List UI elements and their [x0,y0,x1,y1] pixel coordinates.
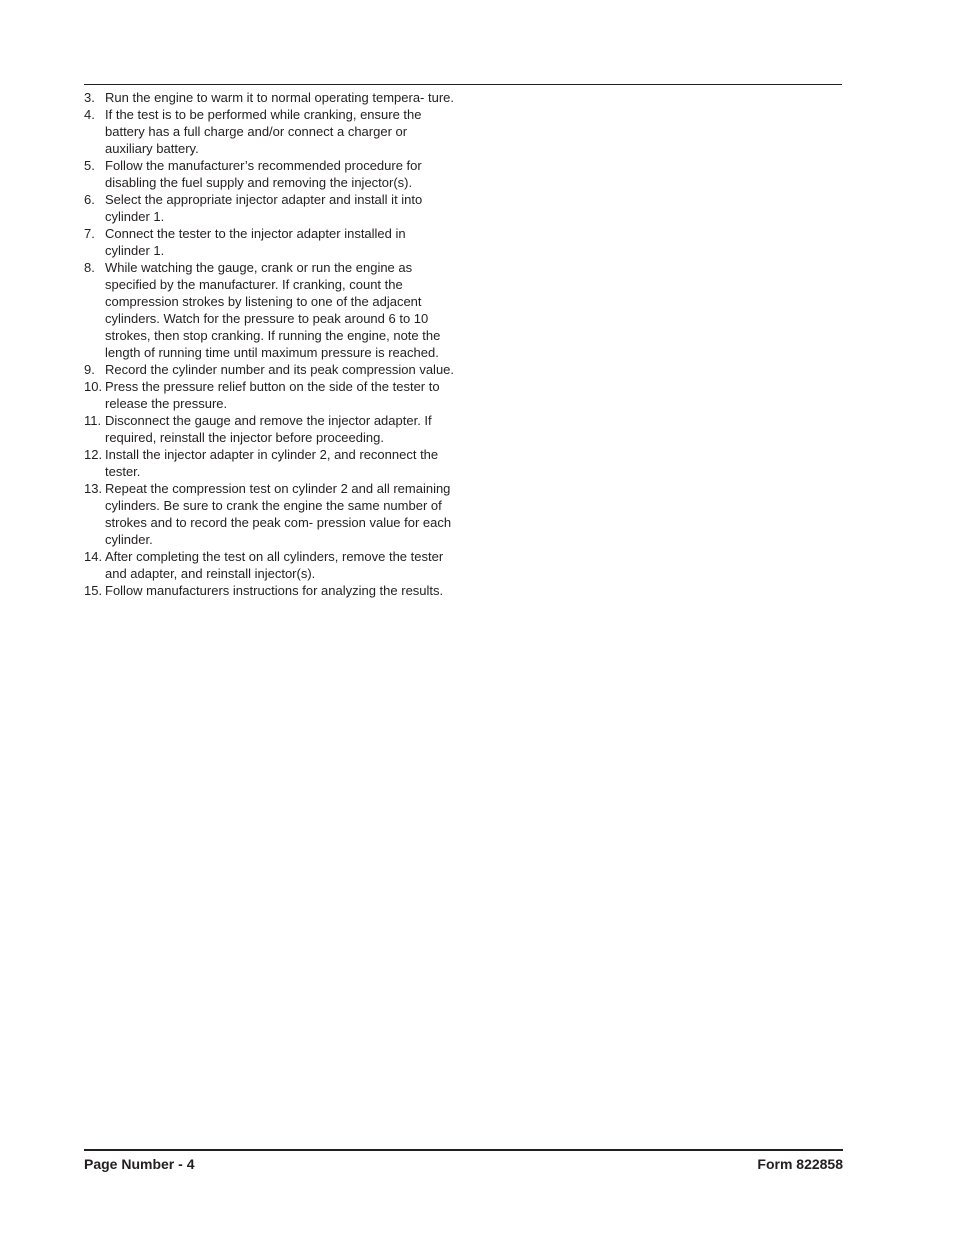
step-text: Follow the manufacturer’s recommended procedure for disabling the fuel supply and removing the injector(s). [105,158,422,190]
step-item [84,106,454,157]
step-text: Select the appropriate injector adapter and install it into cylinder 1. [105,192,423,224]
page-number: Page Number - 4 [84,1156,195,1172]
step-text: Install the injector adapter in cylinder 2, and reconnect the tester. [105,447,439,479]
step-text: Run the engine to warm it to normal operating tempera- ture. [105,90,455,105]
step-number: 6. [84,192,95,207]
step-item [84,191,454,225]
step-text: Record the cylinder number and its peak compression value. [105,362,455,377]
form-number: Form 822858 [757,1156,843,1172]
footer-divider [84,1149,843,1151]
step-number: 15. [84,583,103,598]
step-number: 8. [84,260,95,275]
step-item [84,89,454,106]
step-number: 11. [84,413,102,428]
step-item [84,225,454,259]
step-item [84,548,454,582]
step-number: 10. [84,379,103,394]
step-text: After completing the test on all cylinders, remove the tester and adapter, and reinstall injector(s). [105,549,444,581]
step-item [84,412,454,446]
step-number: 9. [84,362,95,377]
step-item [84,378,454,412]
step-text: Follow manufacturers instructions for analyzing the results. [105,583,444,598]
step-number: 13. [84,481,103,496]
step-number: 14. [84,549,103,564]
step-text: Repeat the compression test on cylinder 2 and all remaining cylinders. Be sure to crank the engine the same number of strokes and to record the peak com- pression value for each cylinder. [105,481,452,547]
step-item [84,259,454,361]
step-number: 12. [84,447,103,462]
step-number: 4. [84,107,95,122]
step-text: Press the pressure relief button on the side of the tester to release the pressure. [105,379,440,411]
step-item [84,446,454,480]
step-number: 5. [84,158,95,173]
step-number: 7. [84,226,95,241]
step-text: Disconnect the gauge and remove the injector adapter. If required, reinstall the injector before proceeding. [105,413,432,445]
step-text: If the test is to be performed while cranking, ensure the battery has a full charge and/or connect a charger or auxiliary battery. [105,107,422,156]
step-item [84,480,454,548]
step-item [84,582,454,599]
step-text: While watching the gauge, crank or run the engine as specified by the manufacturer. If cranking, count the compression strokes by listening to one of the adjacent cylinders. Watch for the pressure to peak around 6 to 10 strokes, then stop cranking. If running the engine, note the length of running time until maximum pressure is reached. [105,260,441,360]
step-number: 3. [84,90,95,105]
procedure-steps-list [84,89,454,599]
step-item [84,361,454,378]
step-text: Connect the tester to the injector adapter installed in cylinder 1. [105,226,406,258]
top-divider [84,84,842,85]
step-item [84,157,454,191]
